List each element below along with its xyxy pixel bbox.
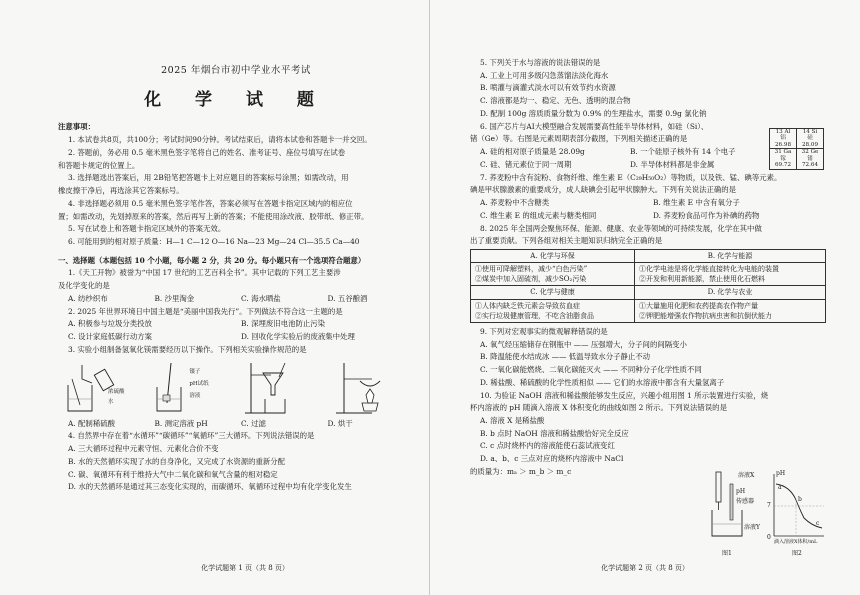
q5-option-b: B. 喷灌与滴灌式淡水可以有效节约水资源 [480, 83, 616, 93]
q2-option-d: D. 回收化学实验后的废液集中处理 [241, 332, 355, 342]
element-cell-al [770, 129, 797, 149]
fig-label: pH试纸 [189, 380, 209, 387]
q4-option-b: B. 水的天然循环实现了水的自身净化，又完成了水资源的重新分配 [68, 456, 286, 466]
fig-label: 镊子 [189, 368, 201, 375]
q7-stem: 7. 荞麦粉中含有淀粉、食物纤维、维生素 E（C₂₉H₅₀O₂）等物质，以及铁、锰、碘等元素。 [480, 172, 782, 182]
fig-label: 浓硫酸 [108, 388, 125, 395]
q10-option-b: B. b 点时 NaOH 溶液和稀盐酸恰好完全反应 [480, 428, 629, 438]
atomic-number: 14 Si [802, 129, 818, 135]
q4-stem: 4. 自然界中存在着“水循环”“碳循环”“氧循环”三大循环。下列说法错误的是 [68, 431, 315, 441]
q3-option-a: A. 配制稀硫酸 [68, 418, 115, 428]
table-row [770, 149, 824, 169]
dilution-apparatus-icon [58, 359, 140, 417]
q6-stem-cont: 锗（Ge）等。右图是元素周期表部分截图，下列相关描述正确的是 [470, 134, 688, 144]
element-cell-ga [770, 149, 797, 169]
notice-line: 4. 非选择题必须用 0.5 毫米黑色签字笔作答，答案必须写在答题卡指定区域内的相应位 [68, 198, 353, 208]
q7-options-row2 [470, 211, 826, 222]
fig-label: 溶液Y [744, 524, 760, 531]
q8-head-d: D. 化学与农业 [635, 286, 826, 299]
q2-stem: 2. 2025 年世界环境日中国主题是“美丽中国我先行”。下列做法不符合这一主题的是 [68, 306, 343, 316]
q6-option-c: C. 硅、锗元素位于同一周期 [480, 159, 572, 169]
subject-title: 化 学 试 题 [144, 89, 328, 110]
fig-label: 7 [767, 502, 771, 509]
q3-figure-b [149, 359, 231, 417]
fig-label: 图1 [722, 550, 732, 557]
q10-figures [708, 470, 828, 560]
q6-option-a: A. 硅的相对原子质量是 28.09g [480, 147, 585, 157]
notice-line: 6. 可能用到的相对原子质量：H—1 C—12 O—16 Na—23 Mg—24 Cl—35.5 Ca—40 [68, 237, 360, 247]
fig-label: 溶液 [189, 392, 201, 399]
q8-line: ①大量施用化肥和农药提高农作物产量 [639, 301, 759, 310]
q8-cell-a [471, 263, 635, 286]
table-row [471, 250, 826, 263]
q3-options [58, 419, 414, 430]
q10-option-a: A. 溶液 X 是稀盐酸 [480, 416, 545, 425]
table-row [471, 263, 826, 286]
page-footer: 化学试题第 1 页（共 8 页） [201, 563, 289, 572]
q7-options-row1 [470, 198, 826, 209]
q4-option-a: A. 三大循环过程中元素守恒、元素化合价不变 [68, 444, 219, 454]
atomic-number: 31 Ga [774, 149, 792, 156]
table-row [471, 286, 826, 299]
q2-option-a: A. 积极参与垃圾分类投放 [68, 319, 152, 329]
q10-stem-cont: 杯内溶液的 pH 随滴入溶液 X 体积变化的曲线如图 2 所示。下列说法错误的是 [470, 403, 727, 413]
q10-option-d: D. a、b、c 三点对应的烧杯内溶液中 NaCl [480, 454, 624, 464]
q1-option-d: D. 五谷酿酒 [327, 293, 368, 303]
notice-line: 2. 答题前，务必用 0.5 毫米黑色签字笔将自己的姓名、准考证号、座位号填写在试卷 [68, 147, 346, 157]
q3-figures [58, 359, 414, 417]
q8-line: ①化学电池是将化学能直接转化为电能的装置 [639, 265, 780, 274]
q9-option-d: D. 稀盐酸、稀硫酸的化学性质相似 —— 它们的水溶液中都含有大量氢离子 [480, 377, 725, 387]
element-name: 镓 [780, 155, 786, 162]
q7-option-c: C. 维生素 E 的组成元素与糖类相同 [480, 210, 597, 220]
q3-figure-a [58, 359, 140, 417]
q9-option-a: A. 氧气经压缩储存在钢瓶中 —— 压强增大，分子间的间隔变小 [480, 339, 687, 349]
fig-label: pH [736, 488, 746, 495]
atomic-number: 13 Al [775, 129, 791, 135]
q8-cell-d [635, 299, 826, 322]
atomic-mass: 69.72 [774, 162, 791, 169]
q3-option-b: B. 测定溶液 pH [154, 418, 208, 428]
table-row [471, 299, 826, 322]
q6-option-d: D. 半导体材料都是非金属 [630, 159, 715, 169]
q1-option-b: B. 沙里淘金 [154, 293, 195, 303]
fig-label: 传感器 [736, 498, 755, 505]
q3-stem: 3. 实验小组制备氢氧化镁需要经历以下操作。下列相关实验操作规范的是 [68, 344, 307, 354]
fig-label: a [778, 484, 782, 491]
q7-option-a: A. 荞麦粉中不含糖类 [480, 198, 550, 208]
notice-line: 5. 写在试卷上和答题卡指定区域外的答案无效。 [68, 224, 226, 234]
atomic-mass: 26.98 [774, 141, 791, 148]
notice-line: 橡皮擦干净后，再选涂其它答案标号。 [58, 186, 184, 196]
q6-option-b: B. 一个硅原子核外有 14 个电子 [630, 147, 736, 157]
element-cell-si [797, 129, 824, 149]
periodic-table-excerpt [769, 128, 824, 170]
q1-stem: 1.《天工开物》被誉为“中国 17 世纪的工艺百科全书”。其中记载的下列工艺主要涉 [68, 268, 341, 278]
q2-options-row1 [58, 319, 414, 330]
fig-label: 滴入溶液X体积/mL [774, 539, 818, 545]
q8-line: ②煤炭中加入固硫剂，减少SO₂污染 [475, 275, 587, 284]
q3-figure-d [332, 359, 414, 417]
element-name: 硅 [807, 135, 813, 142]
q2-option-b: B. 深埋废旧电池防止污染 [241, 319, 326, 329]
q9-option-b: B. 降温能使水结成冰 —— 低温导致水分子静止不动 [480, 352, 651, 362]
atomic-number: 32 Ge [801, 149, 819, 156]
q5-option-c: C. 溶液都是均一、稳定、无色、透明的混合物 [480, 96, 631, 106]
q5-option-a: A. 工业上可用多级闪急蒸馏法淡化海水 [480, 70, 609, 80]
q8-table [470, 249, 826, 323]
q4-option-c: C. 碳、氧循环有利于维持大气中二氧化碳和氧气含量的相对稳定 [68, 469, 278, 479]
atomic-mass: 28.09 [801, 141, 818, 148]
q8-head-b: B. 化学与能源 [635, 250, 826, 263]
exam-title: 2025 年烟台市初中学业水平考试 [161, 65, 311, 76]
q5-stem: 5. 下列关于水与溶液的说法错误的是 [480, 58, 601, 67]
atomic-mass: 72.64 [801, 162, 818, 169]
q6-options-row2 [470, 160, 780, 171]
q8-line: ①人体内缺乏铁元素会导致贫血症 [475, 301, 580, 310]
element-name: 锗 [807, 155, 813, 162]
q8-stem-cont: 出了重要贡献。下列各组对相关主题知识归纳完全正确的是 [470, 236, 663, 246]
notice-line: 3. 选择题选出答案后，用 2B铅笔把答题卡上对应题目的答案标号涂黑；如需改动，用 [68, 173, 349, 183]
q10-stem: 10. 为验证 NaOH 溶液和稀盐酸能够发生反应，兴趣小组用图 1 所示装置进行实验，烧 [480, 390, 769, 400]
fig-label: 0 [767, 534, 771, 541]
q1-stem-cont: 及化学变化的是 [58, 281, 110, 291]
q6-stem: 6. 国产芯片与AI大模型融合发展需要高性能半导体材料，如硅（Si）、 [480, 121, 709, 131]
fig-label: 图2 [792, 550, 802, 557]
q3-option-d: D. 烘干 [327, 418, 353, 428]
q7-stem-cont: 碘是甲状腺激素的重要成分，成人缺碘会引起甲状腺肿大。下列有关说法正确的是 [470, 185, 737, 195]
element-name: 铝 [780, 135, 786, 142]
fig-label: pH [776, 470, 786, 477]
q10-option-c: C. c 点时烧杯内的溶液能使石蕊试液变红 [480, 441, 615, 451]
q4-option-d: D. 水的天然循环是通过其三态变化实现的，而碳循环、氧循环过程中均有化学变化发生 [68, 482, 352, 492]
q8-line: ①使用可降解塑料，减少“白色污染” [475, 265, 588, 274]
element-cell-ge [797, 149, 824, 169]
q8-cell-c [471, 299, 635, 322]
q1-options [58, 294, 414, 305]
q6-options-row1 [470, 147, 780, 158]
q2-option-c: C. 设计家庭低碳行动方案 [68, 332, 152, 342]
q8-cell-b [635, 263, 826, 286]
notice-line: 置；如需改动，先划掉原来的答案，然后再写上新的答案；不能使用涂改液、胶带纸、修正带。 [58, 211, 369, 221]
q7-option-d: D. 荞麦粉食品可作为补碘的药物 [653, 210, 760, 220]
q5-option-d: D. 配制 100g 溶质质量分数为 0.9% 的生理盐水，需要 0.9g 氯化钠 [480, 108, 707, 118]
q8-head-c: C. 化学与健康 [471, 286, 635, 299]
q8-line: ②钾肥能增强农作物抗病虫害和抗倒伏能力 [639, 311, 773, 320]
q8-line: ②实行垃圾健康管理，不吃含油脂食品 [475, 311, 594, 320]
fig-label: 水 [108, 398, 114, 405]
q2-options-row2 [58, 332, 414, 343]
page-footer: 化学试题第 2 页（共 8 页） [601, 563, 689, 572]
fig-label: b [798, 496, 802, 503]
q8-line: ②开发和利用新能源，禁止使用化石燃料 [639, 275, 766, 284]
q8-stem: 8. 2025 年全国两会聚焦环保、能源、健康、农业等领域的可持续发展，化学在其中做 [480, 223, 762, 233]
section-heading: 一、选择题（本题包括 10 个小题，每小题 2 分，共 20 分。每小题只有一个选项符合题意） [58, 255, 366, 265]
q9-option-c: C. 一氧化碳能燃烧、二氧化碳能灭火 —— 不同种分子化学性质不同 [480, 365, 702, 375]
notice-heading: 注意事项： [58, 122, 95, 132]
notice-line: 1. 本试卷共8页，共100分；考试时间90分钟。考试结束后，请将本试卷和答题卡一并交回。 [68, 135, 372, 145]
q7-option-b: B. 维生素 E 中含有氧分子 [653, 198, 740, 208]
q10-option-d-cont: 的质量为：mₐ ＞ m_b ＞ m_c [470, 466, 572, 476]
q3-figure-c [241, 359, 323, 417]
table-row [770, 129, 824, 149]
q9-stem: 9. 下列对宏观事实的微观解释错误的是 [480, 326, 608, 336]
notice-line: 和答题卡规定的位置上。 [58, 160, 140, 170]
q1-option-c: C. 海水晒盐 [241, 293, 281, 303]
drying-icon [332, 359, 414, 417]
filtration-icon [241, 359, 323, 417]
q1-option-a: A. 纺纱织布 [68, 293, 108, 303]
fig-label: 溶液X [738, 472, 755, 479]
q8-head-a: A. 化学与环保 [471, 250, 635, 263]
fig-label: c [816, 520, 820, 527]
q3-option-c: C. 过滤 [241, 418, 266, 428]
